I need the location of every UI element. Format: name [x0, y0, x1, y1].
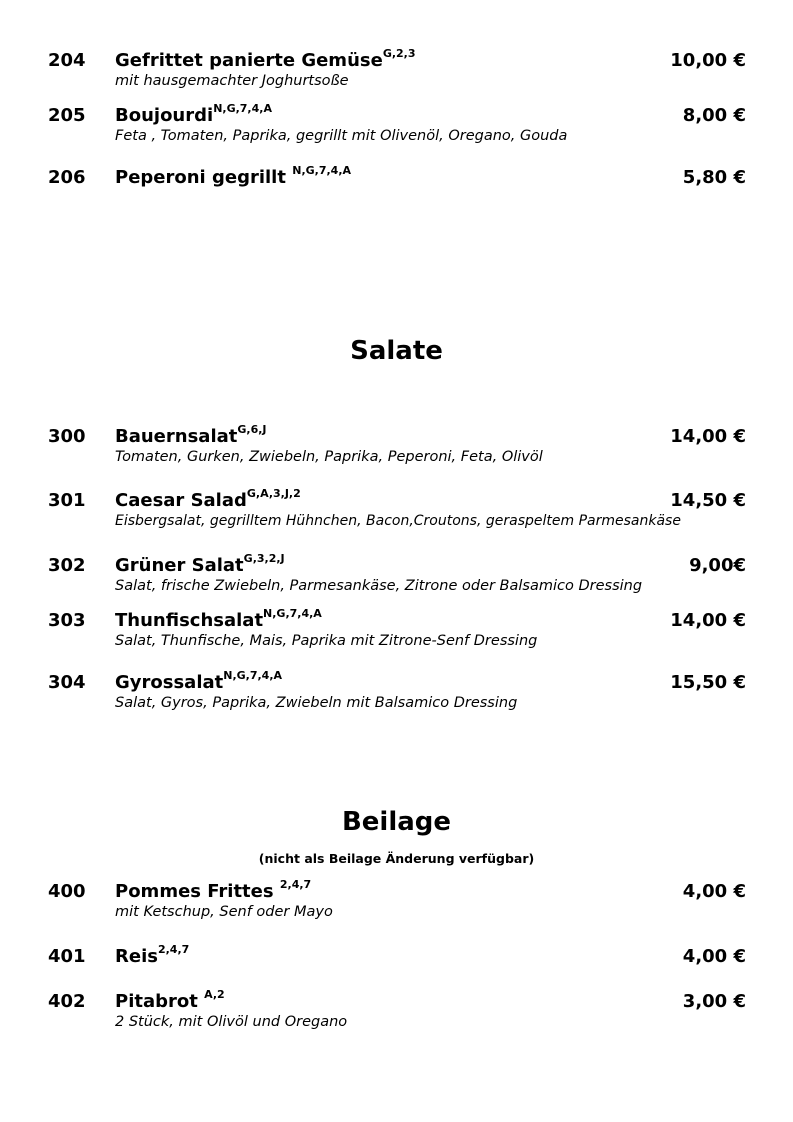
item-description: mit hausgemachter Joghurtsoße — [115, 73, 349, 89]
item-number: 402 — [48, 991, 86, 1012]
item-name: Pitabrot $^{A,2}$ — [115, 988, 225, 1012]
item-price: 4,00 € — [682, 946, 746, 967]
item-price: 9,00€ — [689, 555, 746, 576]
item-name: Gefrittet panierte Gemüse$^{G,2,3}$ — [115, 47, 416, 71]
item-name: Peperoni gegrillt $^{N,G,7,4,A}$ — [115, 164, 352, 188]
item-price: 4,00 € — [682, 881, 746, 902]
item-number: 401 — [48, 946, 86, 967]
item-name: Pommes Frittes $^{2,4,7}$ — [115, 878, 312, 902]
item-number: 300 — [48, 426, 86, 447]
item-name: Boujourdi$^{N,G,7,4,A}$ — [115, 102, 272, 126]
item-name: Caesar Salad$^{G,A,3,J,2}$ — [115, 487, 301, 511]
item-description: Salat, Gyros, Paprika, Zwiebeln mit Balsamico Dressing — [115, 695, 518, 711]
item-description: Salat, Thunfische, Mais, Paprika mit Zitrone-Senf Dressing — [115, 633, 538, 649]
allergen-codes: N,G,7,4,A — [292, 164, 352, 177]
item-number: 301 — [48, 490, 86, 511]
item-description: 2 Stück, mit Olivöl und Oregano — [115, 1014, 348, 1030]
item-number: 302 — [48, 555, 86, 576]
item-name: Bauernsalat$^{G,6,J}$ — [115, 423, 267, 447]
item-description: mit Ketschup, Senf oder Mayo — [115, 904, 333, 920]
allergen-codes: G,A,3,J,2 — [246, 487, 301, 500]
item-price: 14,00 € — [670, 610, 746, 631]
allergen-codes: N,G,7,4,A — [213, 102, 272, 115]
item-name: Reis$^{2,4,7}$ — [115, 943, 190, 967]
item-number: 303 — [48, 610, 86, 631]
allergen-codes: A,2 — [204, 988, 225, 1001]
allergen-codes: 2,4,7 — [157, 943, 190, 956]
item-description: Eisbergsalat, gegrilltem Hühnchen, Bacon,Croutons, geraspeltem Parmesankäse — [115, 513, 681, 529]
item-name: Thunfischsalat$^{N,G,7,4,A}$ — [115, 607, 322, 631]
allergen-codes: G,6,J — [237, 423, 267, 436]
allergen-codes: N,G,7,4,A — [263, 607, 322, 620]
item-price: 15,50 € — [670, 672, 746, 693]
allergen-codes: N,G,7,4,A — [223, 669, 283, 682]
item-name: Grüner Salat$^{G,3,2,J}$ — [115, 552, 285, 576]
allergen-codes: 2,4,7 — [279, 878, 312, 891]
item-price: 10,00 € — [670, 50, 746, 71]
item-name: Gyrossalat$^{N,G,7,4,A}$ — [115, 669, 283, 693]
allergen-codes: G,2,3 — [382, 47, 416, 60]
item-number: 400 — [48, 881, 86, 902]
item-number: 206 — [48, 167, 86, 188]
item-number: 204 — [48, 50, 86, 71]
section-note: (nicht als Beilage Änderung verfügbar) — [258, 851, 535, 866]
item-number: 304 — [48, 672, 86, 693]
item-description: Tomaten, Gurken, Zwiebeln, Paprika, Peperoni, Feta, Olivöl — [115, 449, 543, 465]
item-price: 14,50 € — [670, 490, 746, 511]
item-description: Salat, frische Zwiebeln, Parmesankäse, Zitrone oder Balsamico Dressing — [115, 578, 643, 594]
section-title-beilage: Beilage — [341, 807, 452, 837]
item-description: Feta , Tomaten, Paprika, gegrillt mit Olivenöl, Oregano, Gouda — [115, 128, 568, 144]
item-price: 8,00 € — [682, 105, 746, 126]
section-title-salate: Salate — [350, 336, 443, 366]
allergen-codes: G,3,2,J — [243, 552, 285, 565]
item-price: 14,00 € — [670, 426, 746, 447]
item-number: 205 — [48, 105, 86, 126]
item-price: 5,80 € — [682, 167, 746, 188]
item-price: 3,00 € — [682, 991, 746, 1012]
